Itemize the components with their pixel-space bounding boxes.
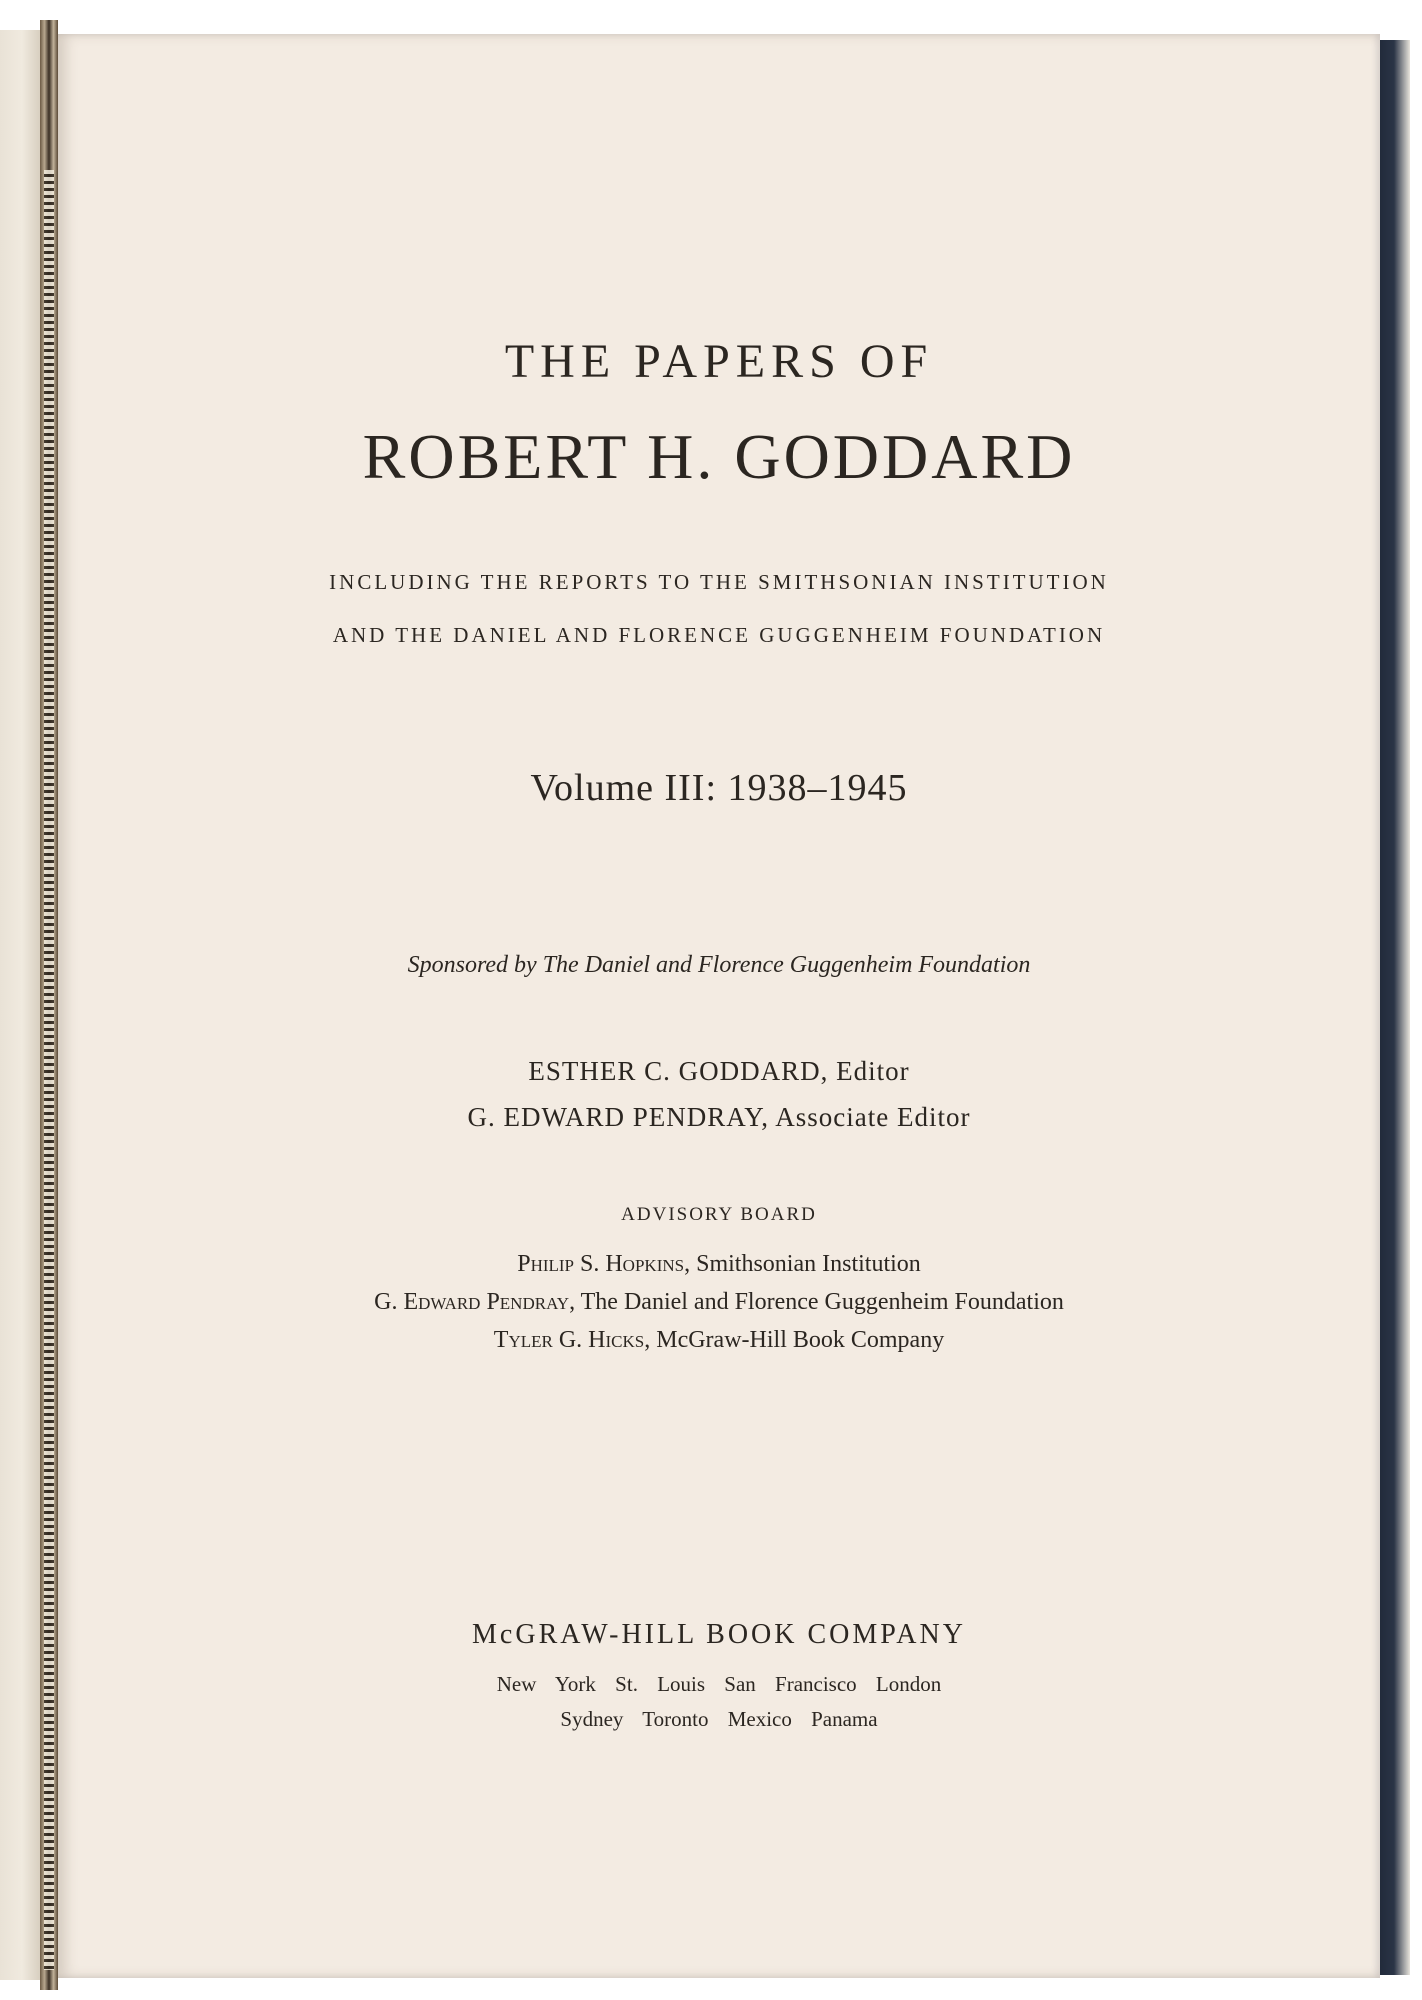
- author-name: ROBERT H. GODDARD: [362, 421, 1076, 492]
- publisher-name: McGRAW-HILL BOOK COMPANY: [472, 1619, 966, 1650]
- binding-stitching: [44, 170, 54, 1970]
- member-affiliation: , McGraw-Hill Book Company: [644, 1327, 945, 1353]
- previous-page-edge: [0, 30, 40, 1980]
- member-affiliation: , The Daniel and Florence Guggenheim Foundation: [569, 1289, 1064, 1315]
- advisory-board-heading: ADVISORY BOARD: [621, 1204, 817, 1225]
- volume-label: Volume III: 1938–1945: [530, 767, 908, 809]
- associate-editor-line: G. EDWARD PENDRAY, Associate Editor: [467, 1102, 971, 1132]
- title-page: [58, 34, 1380, 1978]
- member-name: Tyler G. Hicks: [493, 1327, 645, 1353]
- member-name: G. Edward Pendray: [374, 1289, 570, 1315]
- advisory-member-3: [58, 1327, 1380, 1354]
- sponsor-line: Sponsored by The Daniel and Florence Guggenheim Foundation: [407, 952, 1031, 978]
- series-title: THE PAPERS OF: [504, 335, 934, 388]
- subtitle-line-1: INCLUDING THE REPORTS TO THE SMITHSONIAN INSTITUTION: [329, 570, 1109, 594]
- subtitle-line-2: AND THE DANIEL AND FLORENCE GUGGENHEIM FOUNDATION: [332, 623, 1106, 647]
- publisher-cities-line-1: New York St. Louis San Francisco London: [496, 1672, 942, 1696]
- advisory-member-2: [58, 1289, 1380, 1316]
- member-name: Philip S. Hopkins: [517, 1251, 685, 1277]
- advisory-member-1: [58, 1251, 1380, 1278]
- publisher-cities-line-2: Sydney Toronto Mexico Panama: [560, 1707, 878, 1731]
- member-affiliation: , Smithsonian Institution: [684, 1251, 921, 1277]
- editor-line: ESTHER C. GODDARD, Editor: [528, 1056, 910, 1086]
